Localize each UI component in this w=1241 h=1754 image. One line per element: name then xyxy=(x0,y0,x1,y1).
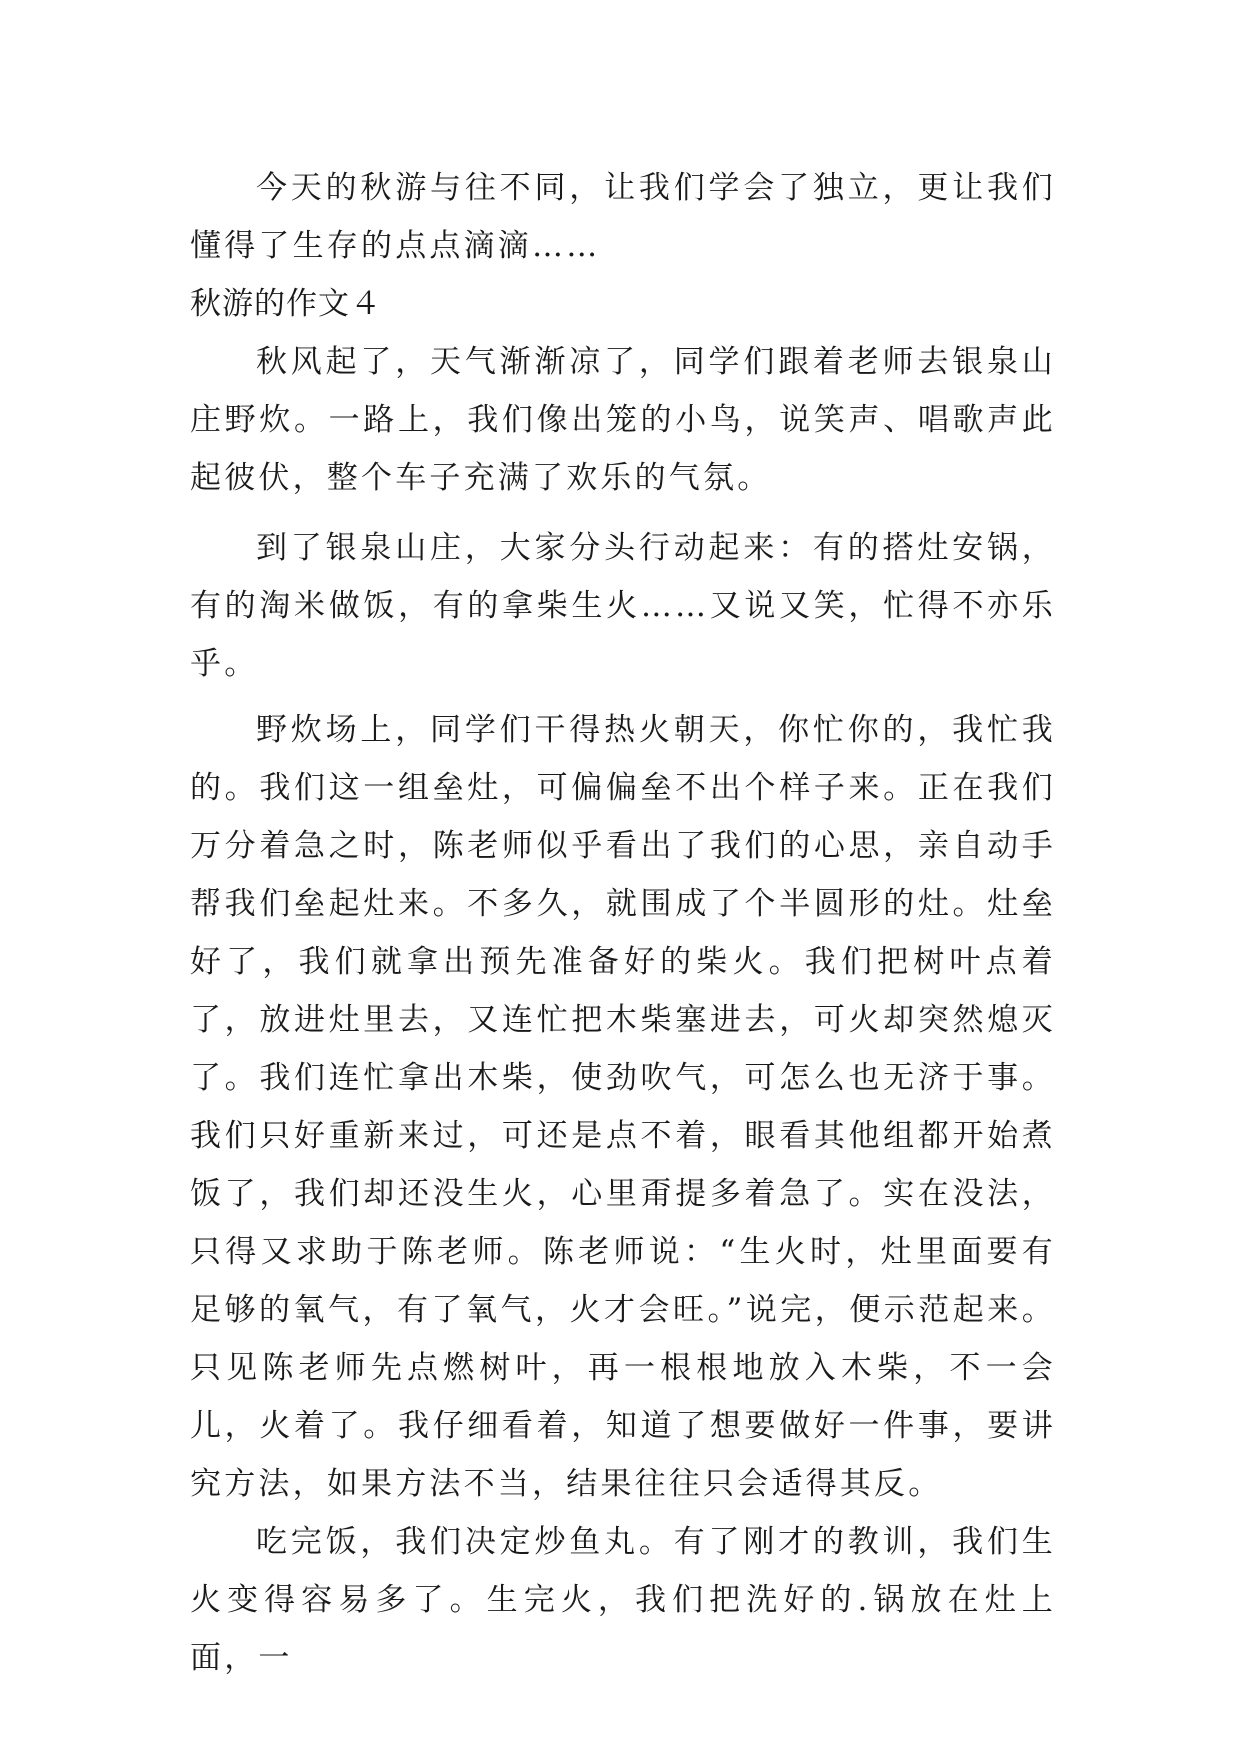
intro-paragraph: 今天的秋游与往不同，让我们学会了独立，更让我们懂得了生存的点点滴滴…… xyxy=(190,170,1056,264)
body-paragraph-1: 秋风起了，天气渐渐凉了，同学们跟着老师去银泉山庄野炊。一路上，我们像出笼的小鸟，说笑声、唱歌声此起彼伏，整个车子充满了欢乐的气氛。 xyxy=(190,344,1056,496)
section-heading: 秋游的作文４ xyxy=(190,286,382,322)
document-page xyxy=(190,159,1056,1695)
body-paragraph-4: 吃完饭，我们决定炒鱼丸。有了刚才的教训，我们生火变得容易多了。生完火，我们把洗好的.锅放在灶上面，一 xyxy=(190,1524,1056,1676)
body-paragraph-2: 到了银泉山庄，大家分头行动起来：有的搭灶安锅，有的淘米做饭，有的拿柴生火……又说又笑，忙得不亦乐乎。 xyxy=(190,530,1056,682)
body-paragraph-3: 野炊场上，同学们干得热火朝天，你忙你的，我忙我的。我们这一组垒灶，可偏偏垒不出个样子来。正在我们万分着急之时，陈老师似乎看出了我们的心思，亲自动手帮我们垒起灶来。不多久，就围成了个半圆形的灶。灶垒好了，我们就拿出预先准备好的柴火。我们把树叶点着了，放进灶里去，又连忙把木柴塞进去，可火却突然熄灭了。我们连忙拿出木柴，使劲吹气，可怎么也无济于事。我们只好重新来过，可还是点不着，眼看其他组都开始煮饭了，我们却还没生火，心里甭提多着急了。实在没法，只得又求助于陈老师。陈老师说：“生火时，灶里面要有足够的氧气，有了氧气，火才会旺。”说完，便示范起来。只见陈老师先点燃树叶，再一根根地放入木柴，不一会儿，火着了。我仔细看着，知道了想要做好一件事，要讲究方法，如果方法不当，结果往往只会适得其反。 xyxy=(190,712,1056,1502)
